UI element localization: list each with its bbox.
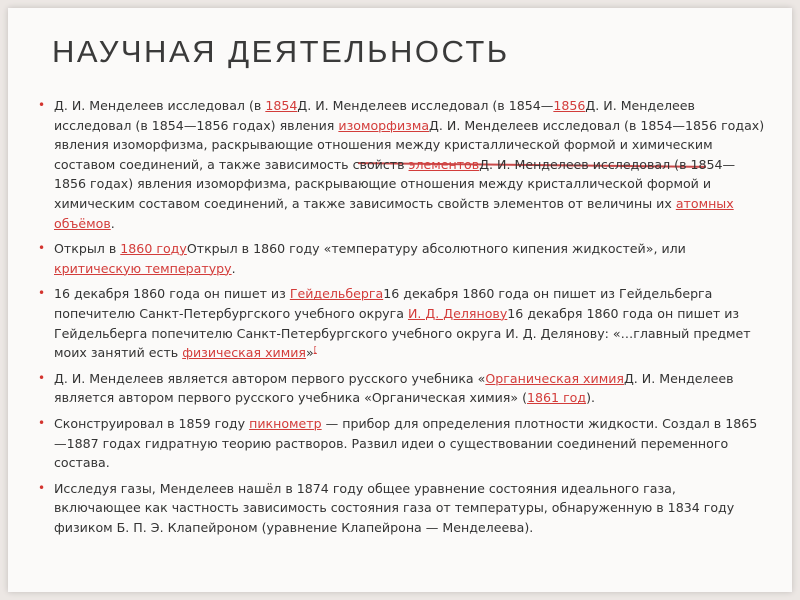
bullet-text: Д. И. Менделеев является автором первого русского учебника « bbox=[54, 370, 486, 386]
wiki-link[interactable]: критическую температуру bbox=[54, 260, 232, 276]
bullet-item bbox=[36, 414, 766, 473]
wiki-link[interactable]: И. Д. Делянову bbox=[407, 305, 508, 321]
bullet-text: Д. И. Менделеев исследовал (в 1854—1856 годах) явления изоморфизма, раскрывающие отношения между кристаллической формой и химическим составом соединений, а также зависимость свойств элементов от величины их bbox=[54, 156, 736, 211]
slide-title: НАУЧНАЯ ДЕЯТЕЛЬНОСТЬ bbox=[52, 34, 510, 69]
wiki-link[interactable]: Органическая химия bbox=[485, 370, 624, 386]
bullet-text: — прибор для определения плотности жидкости. Создал в 1865—1887 годах гидратную теорию растворов. Развил идеи о существовании соединений переменного состава. bbox=[54, 415, 758, 471]
wiki-link[interactable]: 1861 год bbox=[527, 390, 587, 406]
bullet-text: 16 декабря 1860 года он пишет из bbox=[54, 286, 290, 302]
bullet-text: 16 декабря 1860 года он пишет из Гейдельберга попечителю Санкт-Петербургского учебного округа И. Д. Делянову: «…главный предмет моих занятий есть bbox=[54, 305, 751, 361]
bullet-list bbox=[36, 96, 766, 543]
bullet-item bbox=[36, 369, 766, 408]
footnote-link[interactable]: [ bbox=[313, 344, 317, 354]
wiki-link[interactable]: атомных объёмов bbox=[54, 195, 734, 231]
bullet-text: Д. И. Менделеев исследовал (в 1854—1856 годах) явления bbox=[54, 98, 695, 133]
bullet-text: Д. И. Менделеев исследовал (в 1854— bbox=[297, 98, 554, 113]
bullet-text: » bbox=[305, 345, 314, 361]
wiki-link[interactable]: 1854 bbox=[265, 98, 298, 113]
bullet-text: Открыл в bbox=[54, 241, 121, 257]
bullet-item bbox=[36, 96, 766, 233]
bullet-text: Д. И. Менделеев исследовал (в bbox=[54, 98, 266, 113]
bullet-item bbox=[36, 479, 766, 538]
wiki-link[interactable]: пикнометр bbox=[249, 415, 322, 431]
bullet-text: 16 декабря 1860 года он пишет из Гейдельберга попечителю Санкт-Петербургского учебного округа bbox=[54, 286, 713, 321]
wiki-link[interactable]: изоморфизма bbox=[338, 117, 430, 133]
bullet-text: Исследуя газы, Менделеев нашёл в 1874 году общее уравнение состояния идеального газа, включающее как частность зависимость состояния газа от температуры, обнаруженную в 1834 году физиком Б. П. Э. Клапейроном (уравнение Клапейрона — Менделеева). bbox=[54, 480, 735, 535]
bullet-text: Сконструировал в 1859 году bbox=[54, 415, 250, 431]
wiki-link[interactable]: 1856 bbox=[553, 98, 586, 113]
bullet-text: Д. И. Менделеев исследовал (в 1854—1856 годах) явления изоморфизма, раскрывающие отношения между кристаллической формой и химическим составом соединений, а также зависимость свойств bbox=[54, 117, 765, 172]
bullet-text: ). bbox=[586, 390, 596, 406]
bullet-text: . bbox=[110, 215, 115, 231]
bullet-item bbox=[36, 239, 766, 278]
slide bbox=[8, 8, 792, 592]
bullet-item bbox=[36, 284, 766, 362]
wiki-link[interactable]: физическая химия bbox=[182, 345, 306, 361]
bullet-text: Д. И. Менделеев является автором первого русского учебника «Органическая химия» ( bbox=[54, 370, 734, 406]
wiki-link[interactable]: элементов bbox=[408, 156, 480, 172]
bullet-text: . bbox=[231, 260, 236, 276]
wiki-link[interactable]: Гейдельберга bbox=[289, 286, 384, 302]
bullet-text: Открыл в 1860 году «температуру абсолютного кипения жидкостей», или bbox=[186, 241, 686, 257]
wiki-link[interactable]: 1860 году bbox=[120, 241, 187, 257]
